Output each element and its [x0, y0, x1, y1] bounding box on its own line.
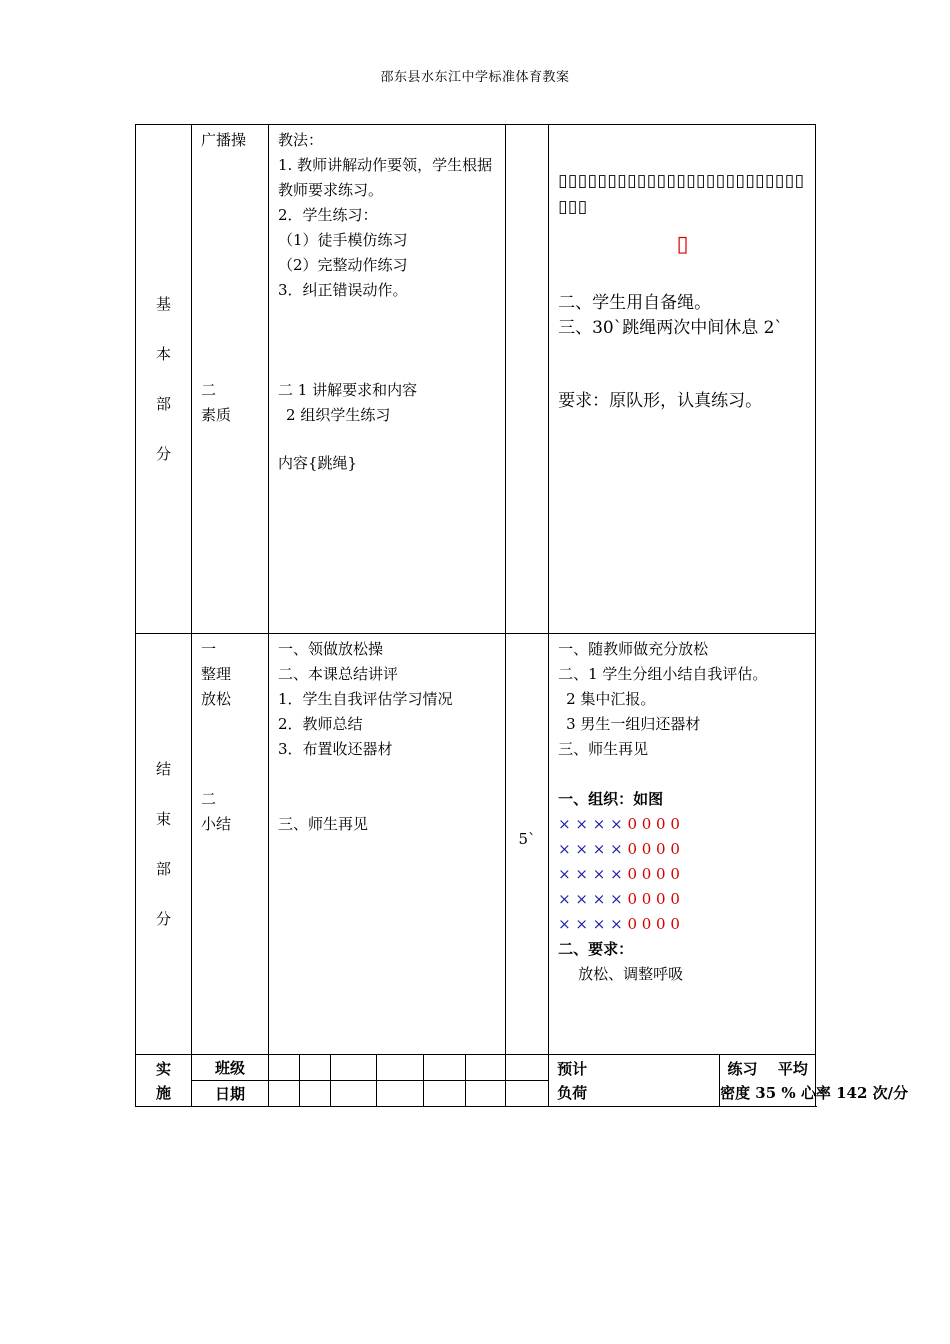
basic-section-label: 基 本 部 分: [136, 125, 192, 634]
ending-section-label: 结 束 部 分: [136, 634, 192, 1055]
ending-time-cell: [506, 634, 549, 1055]
item-broadcast-exercise: 广播操: [201, 131, 247, 149]
basic-organization-cell: ▯▯▯▯▯▯▯▯▯▯▯▯▯▯▯▯▯▯▯▯▯▯▯▯▯▯▯▯ ▯ 二、学生用自备绳。 三、30`跳绳两次中间休息 2` 要求：原队形，认真练习。: [549, 125, 816, 634]
formation-row: × × × × 0 0 0 0: [558, 890, 680, 908]
basic-content-cell: 教法： 1. 教师讲解动作要领，学生根据教师要求练习。 2．学生练习： （1）徒手模仿练习 （2）完整动作练习 3．纠正错误动作。 二 1 讲解要求和内容 2 组织学生练习 内容{跳绳}: [269, 125, 506, 634]
item-fitness: 素质: [201, 406, 232, 424]
requirement-text: 要求：原队形，认真练习。: [558, 391, 763, 411]
time-value: 5`: [518, 830, 536, 848]
page-header: 邵东县水东江中学标准体育教案: [380, 70, 570, 85]
date-label: 日期: [192, 1081, 269, 1107]
basic-time-cell: [506, 125, 549, 634]
red-placeholder-glyph: ▯: [676, 232, 689, 257]
footer-row-1: [136, 1055, 816, 1081]
ending-content-cell: 一、领做放松操 二、本课总结讲评 1．学生自我评估学习情况 2．教师总结 3．布置收还器材 三、师生再见: [269, 634, 506, 1055]
item-cooldown: 放松: [201, 690, 232, 708]
ending-organization-cell: 一、随教师做充分放松 二、1 学生分组小结自我评估。 2 集中汇报。 3 男生一组归还器材 三、师生再见 一、组织：如图 × × × × 0 0 0 0 × × × × 0 0 0 0 × × × × 0 0 0 0 × × × × 0 0 0 0 × × × × 0 0 0 0 二、要求： 放松、调整呼吸: [549, 634, 816, 1055]
formation-row: × × × × 0 0 0 0: [558, 815, 680, 833]
item-summary: 小结: [201, 815, 232, 833]
placeholder-glyphs: ▯▯▯▯▯▯▯▯▯▯▯▯▯▯▯▯▯▯▯▯▯▯▯▯▯▯▯▯: [558, 171, 805, 217]
lesson-plan-table: [135, 124, 909, 1107]
formation-row: × × × × 0 0 0 0: [558, 915, 680, 933]
load-statistics: 练习 平均 密度 35 % 心率 142 次/分: [720, 1055, 816, 1107]
formation-diagram: [558, 812, 807, 937]
class-label: 班级: [192, 1055, 269, 1081]
basic-items-cell: 广播操 二 素质: [192, 125, 269, 634]
content-rope-skipping: 内容{跳绳}: [278, 454, 358, 472]
implementation-label: 实 施: [136, 1055, 192, 1107]
expected-load-label: 预计 负荷: [549, 1055, 720, 1107]
basic-section-row: [136, 125, 816, 634]
formation-row: × × × × 0 0 0 0: [558, 840, 680, 858]
formation-row: × × × × 0 0 0 0: [558, 865, 680, 883]
ending-items-cell: 一 整理 放松 二 小结: [192, 634, 269, 1055]
ending-section-row: [136, 634, 816, 1055]
